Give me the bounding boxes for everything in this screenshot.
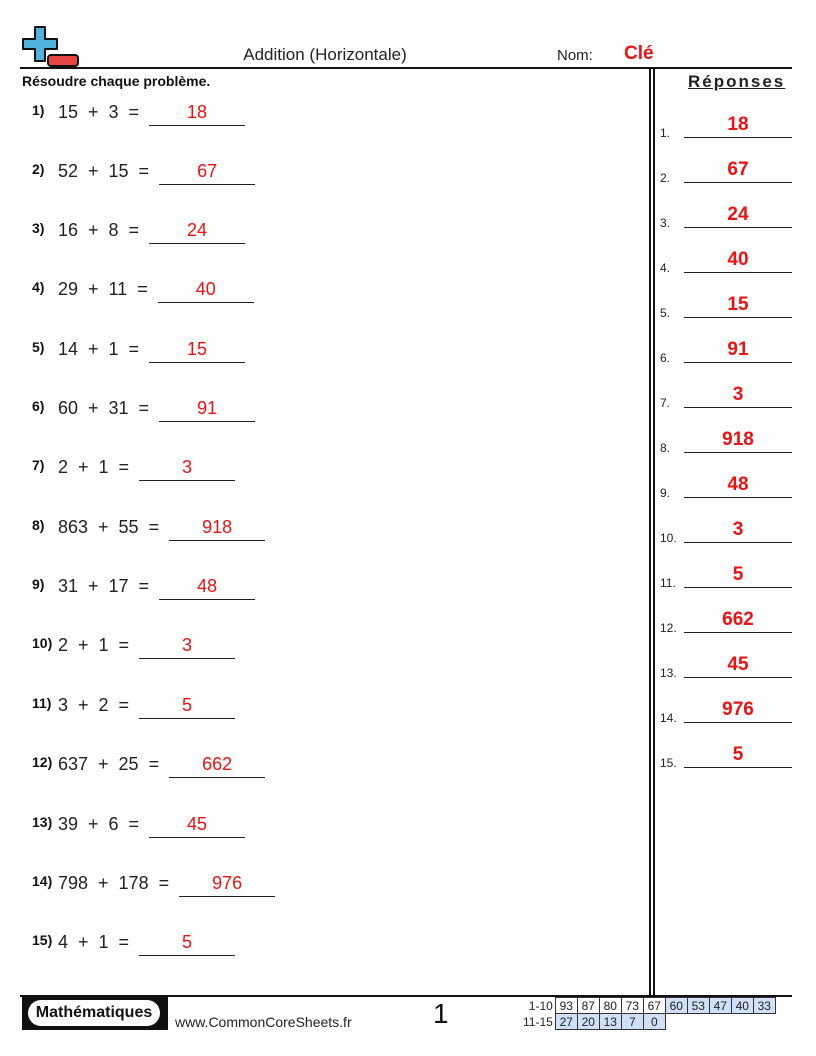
answer-key-item: [660, 245, 792, 275]
site-url[interactable]: www.CommonCoreSheets.fr: [175, 1014, 352, 1030]
problem-expression: 2 + 1 =: [58, 635, 130, 655]
problem-row: [32, 451, 235, 481]
problem-expression: 863 + 55 =: [58, 517, 160, 537]
score-row: [520, 1014, 775, 1030]
score-cell: 40: [731, 998, 753, 1014]
score-row-label: 1-10: [528, 998, 553, 1013]
score-cell: 93: [555, 998, 577, 1014]
answer-blank[interactable]: [139, 632, 235, 659]
answer-blank[interactable]: [159, 395, 255, 422]
answer-key-value: 48: [727, 474, 749, 495]
problem-number: 9): [32, 576, 45, 592]
score-row: [520, 998, 775, 1014]
answer-key-value: 662: [722, 609, 754, 630]
problem-number: 7): [32, 457, 45, 473]
problem-number: 4): [32, 279, 45, 295]
answer-value: 24: [187, 220, 208, 240]
answer-key-value: 3: [732, 384, 744, 405]
column-divider: [653, 68, 655, 996]
problem-row: [32, 629, 235, 659]
answer-key-value: 45: [727, 654, 749, 675]
answer-key-number: 9.: [660, 486, 671, 500]
answer-key-item: [660, 650, 792, 680]
answer-key-number: 4.: [660, 261, 671, 275]
answer-value: 45: [187, 814, 208, 834]
score-cell: 67: [643, 998, 665, 1014]
problem-row: [32, 155, 255, 185]
problem-row: [32, 808, 245, 838]
problem-number: 2): [32, 161, 45, 177]
answer-key-number: 14.: [660, 711, 677, 725]
problem-number: 1): [32, 102, 45, 118]
problem-row: [32, 333, 245, 363]
problem-expression: 52 + 15 =: [58, 161, 150, 181]
problem-expression: 31 + 17 =: [58, 576, 150, 596]
problem-row: [32, 748, 265, 778]
problem-expression: 798 + 178 =: [58, 873, 170, 893]
answer-key-number: 5.: [660, 306, 671, 320]
answer-blank[interactable]: [139, 454, 235, 481]
answer-key-value: 18: [727, 114, 749, 135]
answer-key-value: 91: [727, 339, 749, 360]
problem-number: 6): [32, 398, 45, 414]
answer-key-item: [660, 740, 792, 770]
answer-value: 67: [197, 161, 218, 181]
problem-expression: 2 + 1 =: [58, 457, 130, 477]
score-cell: 7: [621, 1014, 643, 1030]
problem-row: [32, 392, 255, 422]
problem-expression: 3 + 2 =: [58, 695, 130, 715]
answer-key-number: 11.: [660, 576, 676, 590]
score-cell: 20: [577, 1014, 599, 1030]
answer-key-number: 1.: [660, 126, 671, 140]
answer-key-value: 918: [722, 429, 754, 450]
answer-key-value: 976: [722, 699, 754, 720]
answer-blank[interactable]: [159, 158, 255, 185]
answer-value: 48: [197, 576, 218, 596]
answer-key-number: 8.: [660, 441, 671, 455]
column-divider: [649, 68, 651, 996]
problem-expression: 29 + 11 =: [58, 279, 148, 299]
answer-key-item: [660, 695, 792, 725]
answer-key-number: 3.: [660, 216, 671, 230]
score-cell: 33: [753, 998, 775, 1014]
answer-value: 5: [182, 695, 193, 715]
score-row-label: 11-15: [523, 1014, 553, 1029]
problem-expression: 39 + 6 =: [58, 814, 140, 834]
score-cell: 87: [577, 998, 599, 1014]
worksheet-title: Addition (Horizontale): [243, 45, 407, 64]
answer-value: 18: [187, 102, 208, 122]
answer-value: 976: [212, 873, 243, 893]
answer-key-number: 15.: [660, 756, 677, 770]
score-cell: 27: [555, 1014, 577, 1030]
answer-key-value: 15: [727, 294, 749, 315]
answer-key-value: 40: [727, 249, 749, 270]
answer-blank[interactable]: [159, 573, 255, 600]
answer-value: 5: [182, 932, 193, 952]
answer-value: 15: [187, 339, 208, 359]
header-divider: [20, 67, 792, 69]
answer-key-item: [660, 425, 792, 455]
answer-key-value: 5: [732, 564, 744, 585]
answer-key-item: [660, 605, 792, 635]
subject-badge: Mathématiques: [28, 1000, 160, 1026]
answer-key-value: 3: [732, 519, 744, 540]
answer-key-number: 6.: [660, 351, 671, 365]
answer-blank[interactable]: [149, 217, 245, 244]
problem-expression: 15 + 3 =: [58, 102, 140, 122]
answer-blank[interactable]: [149, 99, 245, 126]
answer-key-number: 2.: [660, 171, 671, 185]
name-label: Nom:: [557, 47, 593, 64]
problem-row: [32, 96, 245, 126]
score-cell: 80: [599, 998, 621, 1014]
problem-expression: 14 + 1 =: [58, 339, 140, 359]
answer-value: 918: [202, 517, 233, 537]
answer-value: 3: [182, 635, 193, 655]
answer-value: 91: [197, 398, 218, 418]
problem-number: 5): [32, 339, 45, 355]
problem-expression: 60 + 31 =: [58, 398, 150, 418]
problem-row: [32, 926, 235, 956]
problem-row: [32, 273, 254, 303]
answers-title: Réponses: [688, 72, 786, 91]
answer-blank[interactable]: [179, 870, 275, 897]
problem-expression: 637 + 25 =: [58, 754, 160, 774]
answer-value: 3: [182, 457, 193, 477]
instructions: Résoudre chaque problème.: [22, 73, 211, 89]
answer-blank[interactable]: [149, 811, 245, 838]
answer-key-value: 24: [727, 204, 749, 225]
score-cell: 53: [687, 998, 709, 1014]
answer-key-number: 12.: [660, 621, 677, 635]
problem-number: 11): [32, 695, 52, 711]
problem-number: 14): [32, 873, 53, 889]
answer-key-item: [660, 110, 792, 140]
answer-blank[interactable]: [139, 929, 235, 956]
problem-row: [32, 214, 245, 244]
score-cell: 60: [665, 998, 687, 1014]
answer-blank[interactable]: [158, 276, 254, 303]
answer-key-number: 7.: [660, 396, 671, 410]
answer-blank[interactable]: [149, 336, 245, 363]
problem-number: 3): [32, 220, 45, 236]
problem-row: [32, 570, 255, 600]
problem-number: 15): [32, 932, 53, 948]
score-cell: 47: [709, 998, 731, 1014]
answer-blank[interactable]: [169, 751, 265, 778]
answer-key-number: 13.: [660, 666, 677, 680]
answer-key-item: [660, 155, 792, 185]
name-value: Clé: [624, 43, 654, 64]
answer-blank[interactable]: [139, 692, 235, 719]
answer-key-item: [660, 335, 792, 365]
problem-expression: 16 + 8 =: [58, 220, 140, 240]
answer-key-item: [660, 380, 792, 410]
answer-key-item: [660, 515, 792, 545]
answer-key-value: 67: [727, 159, 749, 180]
answer-key-item: [660, 560, 792, 590]
answer-blank[interactable]: [169, 514, 265, 541]
problem-number: 12): [32, 754, 53, 770]
answer-key-value: 5: [732, 744, 744, 765]
answer-value: 662: [202, 754, 233, 774]
problem-number: 8): [32, 517, 45, 533]
answer-value: 40: [195, 279, 216, 299]
answer-key-item: [660, 470, 792, 500]
problem-row: [32, 511, 265, 541]
problem-number: 13): [32, 814, 53, 830]
problem-number: 10): [32, 635, 53, 651]
score-cell: 0: [643, 1014, 665, 1030]
answer-key-number: 10.: [660, 531, 677, 545]
problem-row: [32, 689, 235, 719]
score-cell: 73: [621, 998, 643, 1014]
answer-key-item: [660, 290, 792, 320]
answer-key-item: [660, 200, 792, 230]
score-cell: 13: [599, 1014, 621, 1030]
problem-expression: 4 + 1 =: [58, 932, 130, 952]
page-number: 1: [433, 998, 449, 1029]
score-table: [520, 997, 776, 1030]
problem-row: [32, 867, 275, 897]
